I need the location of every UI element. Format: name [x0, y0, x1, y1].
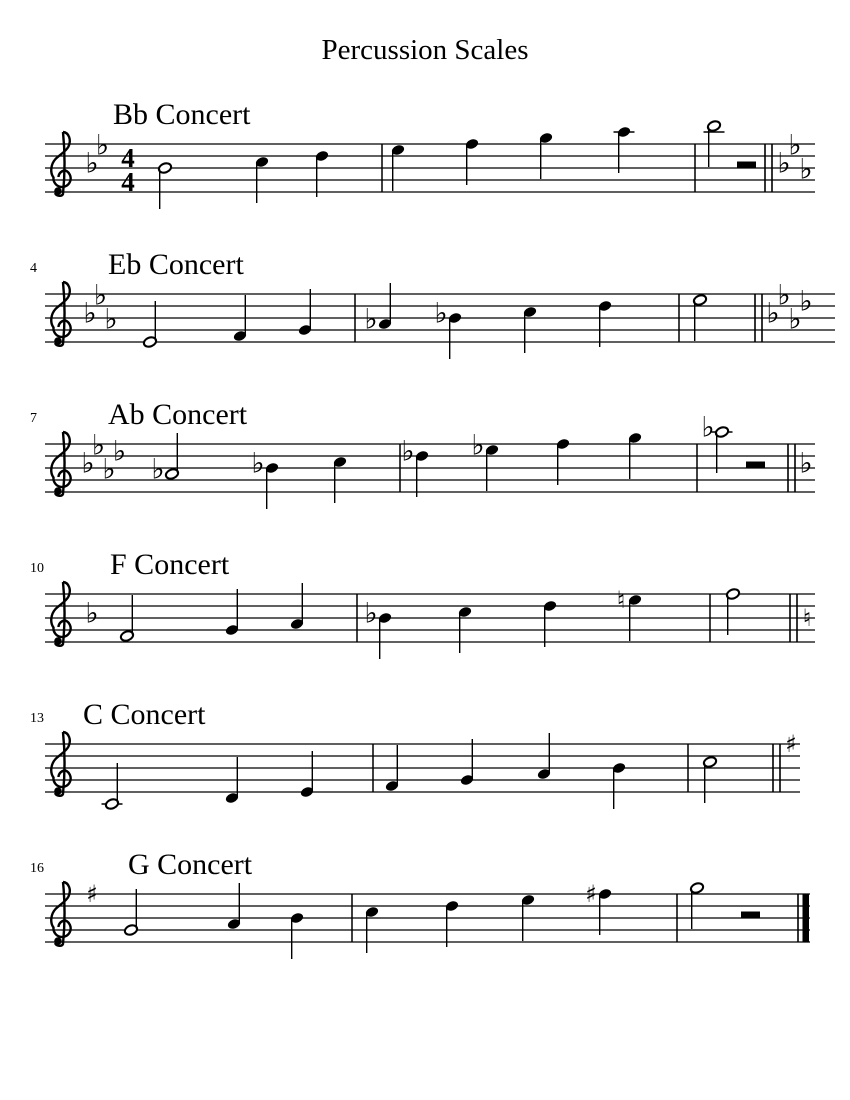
staff-lines — [45, 894, 810, 942]
flat-accidental-icon: ♭ — [112, 434, 127, 468]
note-bb5 — [704, 120, 725, 167]
note-a5 — [614, 126, 635, 173]
note-f5 — [465, 138, 480, 185]
flat-accidental-icon: ♭ — [83, 296, 97, 330]
note-g4 — [225, 589, 240, 636]
measure-number: 10 — [30, 561, 44, 576]
system-f-concert — [0, 532, 850, 672]
note-c5 — [458, 606, 473, 653]
key-change-preview — [766, 279, 812, 336]
note-ab4 — [364, 283, 392, 336]
note-bb4 — [158, 162, 173, 209]
note-f4 — [233, 295, 248, 342]
note-a4 — [227, 883, 242, 930]
natural-accidental-icon: ♮ — [802, 604, 812, 632]
system-label: F Concert — [110, 548, 230, 581]
svg-text:4: 4 — [121, 167, 135, 197]
note-eb5 — [693, 294, 708, 341]
score-title: Percussion Scales — [321, 34, 529, 66]
flat-accidental-icon: ♭ — [151, 452, 165, 486]
flat-accidental-icon: ♭ — [788, 302, 802, 336]
system-bb-concert — [0, 82, 850, 222]
note-d5 — [315, 150, 330, 197]
key-change-preview — [803, 604, 812, 632]
note-eb4 — [143, 301, 158, 348]
note-eb5 — [471, 429, 499, 492]
svg-text:4: 4 — [121, 143, 135, 173]
note-g5 — [539, 132, 554, 179]
flat-accidental-icon: ♭ — [788, 128, 802, 162]
measure-number: 16 — [30, 861, 44, 876]
system-eb-concert — [0, 232, 850, 372]
flat-accidental-icon: ♭ — [471, 428, 485, 462]
note-c4 — [102, 763, 123, 810]
note-g4 — [460, 739, 475, 786]
note-d5 — [598, 300, 613, 347]
note-e5 — [521, 894, 536, 941]
measure-number: 4 — [30, 261, 37, 276]
flat-accidental-icon: ♭ — [799, 446, 813, 480]
note-b4 — [612, 762, 627, 809]
note-ab4 — [151, 433, 179, 486]
note-g5 — [628, 432, 643, 479]
flat-accidental-icon: ♭ — [81, 446, 95, 480]
system-label: Eb Concert — [108, 248, 244, 281]
system-label: Bb Concert — [113, 98, 251, 131]
note-a4 — [290, 583, 305, 630]
note-c5 — [333, 456, 348, 503]
note-f5 — [726, 588, 741, 635]
flat-accidental-icon: ♭ — [777, 146, 791, 180]
system-g-concert — [0, 832, 850, 972]
note-f4 — [120, 595, 135, 642]
natural-accidental-icon: ♮ — [616, 586, 626, 614]
treble-clef-icon — [51, 582, 70, 646]
half-rest — [746, 462, 765, 469]
flat-accidental-icon: ♭ — [401, 434, 415, 468]
half-rest — [737, 162, 756, 169]
note-b4 — [290, 912, 305, 959]
flat-accidental-icon: ♭ — [91, 428, 106, 462]
note-g4 — [298, 289, 313, 336]
note-d5 — [543, 600, 558, 647]
note-c5 — [365, 906, 380, 953]
note-c5 — [703, 756, 718, 803]
measure-number: 13 — [30, 711, 44, 726]
system-label: C Concert — [83, 698, 206, 731]
note-ab5 — [701, 411, 732, 474]
system-c-concert — [0, 682, 850, 822]
note-c5 — [255, 156, 270, 203]
key-change-preview — [799, 447, 812, 480]
key-signature — [85, 129, 109, 180]
flat-accidental-icon: ♭ — [434, 296, 448, 330]
key-signature — [85, 597, 98, 630]
flat-accidental-icon: ♭ — [104, 302, 118, 336]
sharp-accidental-icon: ♯ — [585, 880, 597, 908]
treble-clef-icon — [51, 132, 70, 196]
note-c5 — [523, 306, 538, 353]
treble-clef-icon — [51, 282, 70, 346]
half-rest — [741, 912, 760, 919]
flat-accidental-icon: ♭ — [799, 284, 813, 318]
treble-clef-icon — [51, 432, 70, 496]
key-signature — [81, 429, 126, 486]
staff-lines — [45, 744, 800, 792]
system-label: G Concert — [128, 848, 253, 881]
key-signature — [83, 279, 117, 336]
treble-clef-icon — [51, 882, 70, 946]
note-e4 — [300, 751, 315, 798]
time-signature — [121, 143, 135, 197]
note-f5 — [556, 438, 571, 485]
flat-accidental-icon: ♭ — [251, 446, 265, 480]
note-f4 — [385, 745, 400, 792]
flat-accidental-icon: ♭ — [799, 152, 813, 186]
note-a4 — [537, 733, 552, 780]
key-change-preview — [777, 129, 812, 186]
measure-number: 7 — [30, 411, 37, 426]
note-f#5 — [585, 880, 612, 935]
note-g5 — [690, 882, 705, 929]
system-label: Ab Concert — [108, 398, 248, 431]
flat-accidental-icon: ♭ — [364, 302, 378, 336]
flat-accidental-icon: ♭ — [85, 596, 99, 630]
flat-accidental-icon: ♭ — [364, 596, 378, 630]
sharp-accidental-icon: ♯ — [86, 880, 98, 908]
flat-accidental-icon: ♭ — [701, 410, 715, 444]
flat-accidental-icon: ♭ — [102, 452, 116, 486]
flat-accidental-icon: ♭ — [95, 128, 110, 162]
treble-clef-icon — [51, 732, 70, 796]
staff-lines — [45, 594, 815, 642]
key-signature — [86, 880, 98, 908]
note-eb5 — [391, 144, 406, 191]
note-d4 — [225, 757, 240, 804]
system-ab-concert — [0, 382, 850, 522]
flat-accidental-icon: ♭ — [93, 278, 108, 312]
note-g4 — [124, 889, 139, 936]
sharp-accidental-icon: ♯ — [785, 730, 797, 758]
key-change-preview — [785, 730, 797, 758]
flat-accidental-icon: ♭ — [766, 296, 780, 330]
flat-accidental-icon: ♭ — [777, 278, 791, 312]
flat-accidental-icon: ♭ — [85, 146, 99, 180]
note-d5 — [445, 900, 460, 947]
